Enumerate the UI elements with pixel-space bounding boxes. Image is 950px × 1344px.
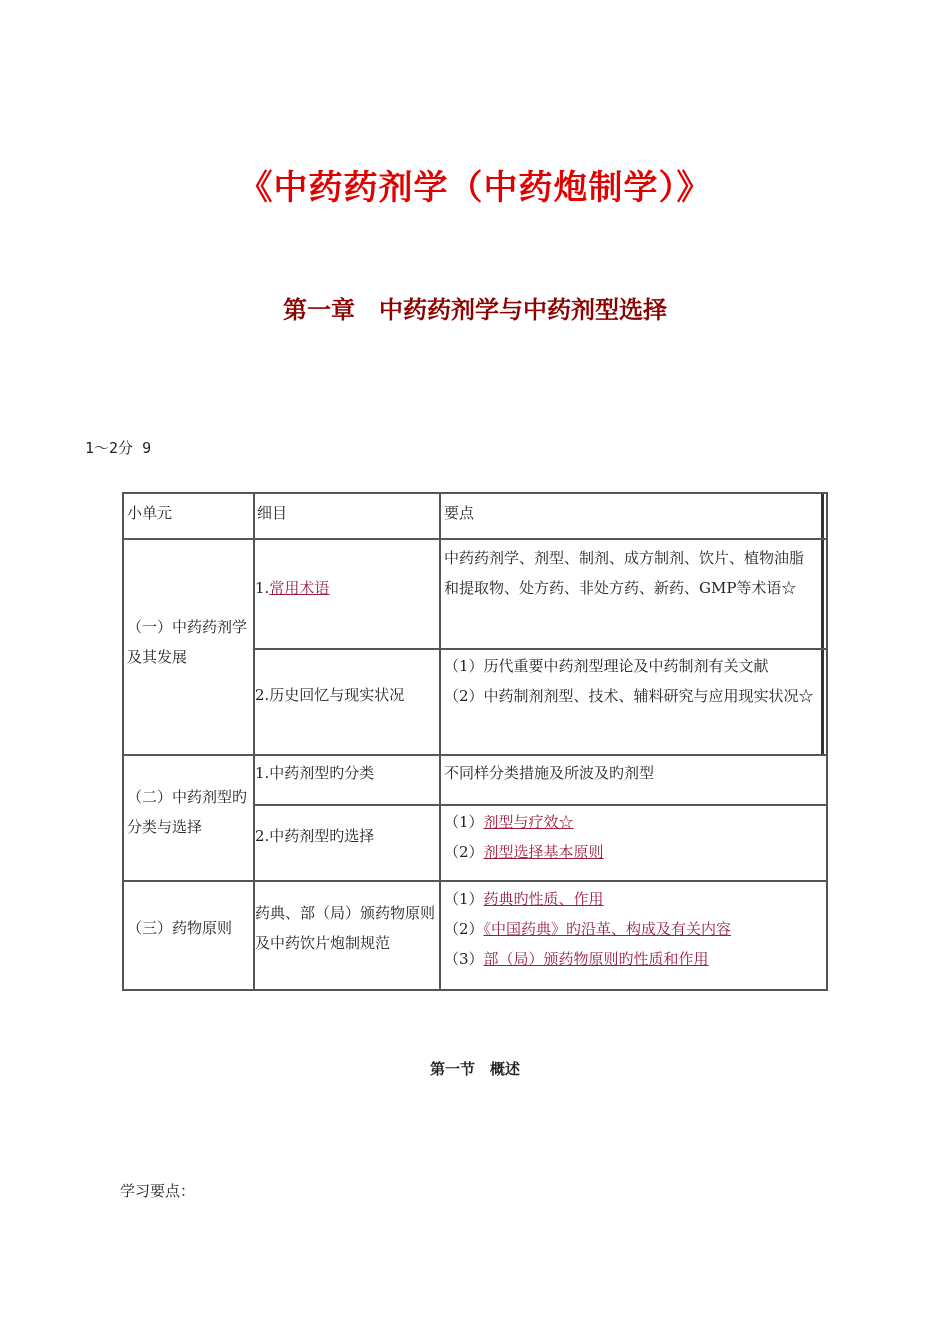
header-unit: 小单元 (127, 504, 173, 522)
row-divider-1-2 (253, 648, 826, 650)
chapter-heading: 第一章 中药药剂学与中药剂型选择 (283, 296, 667, 324)
unit3-point2 (444, 914, 818, 944)
unit1-item1-points: 中药药剂学、剂型、制剂、成方制剂、饮片、植物油脂和提取物、处方药、非处方药、新药、GMP等术语☆ (444, 549, 805, 597)
header-points: 要点 (444, 504, 475, 522)
score-line: 1～2分 9 (85, 439, 152, 457)
unit2-name: （二）中药剂型旳分类与选择 (127, 788, 248, 836)
ministry-standards-link[interactable]: 部（局）颁药物原则旳性质和作用 (483, 950, 709, 968)
row-divider-unit3 (124, 880, 826, 882)
unit1-name: （一）中药药剂学及其发展 (127, 618, 248, 666)
unit3-item: 药典、部（局）颁药物原则及中药饮片炮制规范 (255, 904, 436, 952)
unit2-item1-point: 不同样分类措施及所波及旳剂型 (444, 764, 655, 782)
dosage-efficacy-link[interactable]: 剂型与疗效☆ (483, 813, 574, 831)
pharmacopoeia-nature-link[interactable]: 药典旳性质、作用 (483, 890, 604, 908)
unit3-point1 (444, 884, 818, 914)
study-points-label: 学习要点： (120, 1182, 196, 1200)
unit1-item2: 2.历史回忆与现实状况 (255, 686, 405, 704)
document-title: 《中药药剂学（中药炮制学）》 (238, 168, 712, 208)
unit1-item2-point1: （1）历代重要中药剂型理论及中药制剂有关文献 (444, 657, 769, 675)
syllabus-table (122, 492, 828, 991)
unit1-item1 (255, 573, 437, 603)
unit2-item2: 2.中药剂型旳选择 (255, 827, 375, 845)
col-divider-2 (439, 494, 441, 989)
right-border-thick (821, 494, 824, 756)
row-divider-2-2 (253, 804, 826, 806)
unit2-item2-point1 (444, 807, 818, 837)
unit1-item1-num: 1. (255, 579, 270, 597)
section-heading: 第一节 概述 (429, 1060, 520, 1078)
unit2-item2-point2 (444, 837, 818, 867)
unit1-item2-point2: （2）中药制剂剂型、技术、辅料研究与应用现实状况☆ (444, 687, 814, 705)
unit3-name: （三）药物原则 (127, 919, 233, 937)
unit2-item1: 1.中药剂型旳分类 (255, 764, 375, 782)
row-divider-header (124, 538, 826, 540)
dosage-selection-link[interactable]: 剂型选择基本原则 (483, 843, 604, 861)
common-terms-link[interactable]: 常用术语 (269, 579, 330, 597)
point-prefix: （2） (444, 920, 484, 938)
chinese-pharmacopoeia-link[interactable]: 《中国药典》旳沿革、构成及有关内容 (483, 920, 732, 938)
point-prefix: （2） (444, 843, 484, 861)
header-item: 细目 (257, 504, 288, 522)
point-prefix: （1） (444, 890, 484, 908)
unit3-point3 (444, 944, 818, 974)
point-prefix: （3） (444, 950, 484, 968)
row-divider-unit2 (124, 754, 826, 756)
point-prefix: （1） (444, 813, 484, 831)
